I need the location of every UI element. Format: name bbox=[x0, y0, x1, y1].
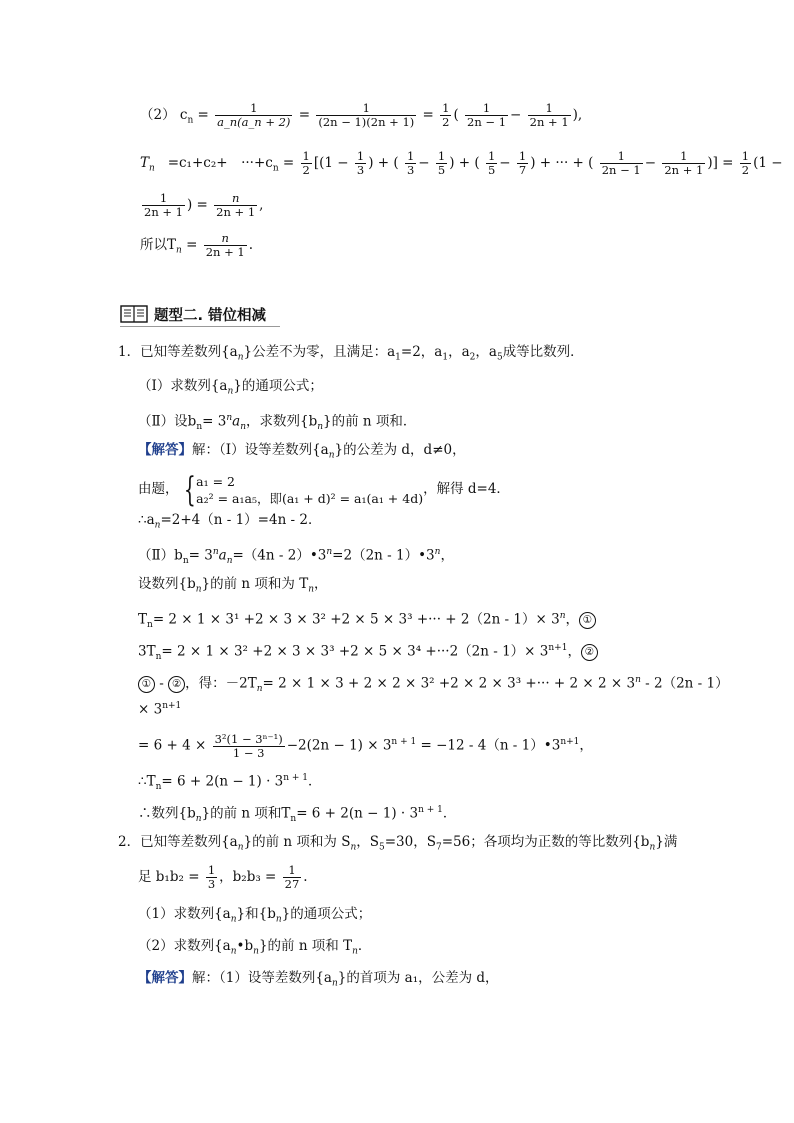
tn-line-2: $\frac{1}{2n + 1}$ ) = $\frac{n}{2n + 1}$ , bbox=[144, 191, 264, 219]
q1-system: 由题， {a₁ = 2 a₂² = a₁a₅，即(a₁ + d)² = a₁(a₁ + 4d)，解得 d=4． bbox=[138, 469, 510, 510]
fraction: $\frac{1}{27}$ bbox=[284, 863, 300, 891]
fraction: $\frac{1}{5}$ bbox=[437, 149, 446, 177]
fraction: $\frac{1}{2}$ bbox=[302, 149, 310, 177]
q1-an: $\therefore a_n=2+4(n - 1)=4n - 2$． bbox=[138, 512, 322, 531]
part2-line: （2） $c_n$ = $\frac{1}{a\_n(a\_n + 2)}$ = $\frac{1}{(2n - 1)(2n + 1)}$ = $\frac{1}{2}$ ( $\frac{1}{2n - 1}$ − $\frac{1}{2n + 1}$ ), bbox=[140, 101, 583, 129]
answer-tag: 【解答】 bbox=[138, 970, 192, 986]
fraction: $\frac{1}{3}$ bbox=[356, 149, 365, 177]
q1-part1: （Ⅰ）求数列$\{a_n\}$的通项公式； bbox=[138, 378, 323, 397]
fraction: $\frac{n}{2n + 1}$ bbox=[216, 191, 256, 219]
fraction: $\frac{1}{2n + 1}$ bbox=[529, 101, 569, 129]
fraction: $\frac{1}{3}$ bbox=[207, 863, 216, 891]
q2-stem: 2．已知等差数列$\{a_n\}$的前 n 项和为 $S_n$，$S_5=30$，$S_7=56$；各项均为正数的等比数列$\{b_n\}$满 bbox=[118, 834, 678, 853]
q2-stem-2: 足 b₁b₂ = $\frac{1}{3}$ ，b₂b₃ = $\frac{1}{27}$ . bbox=[138, 863, 308, 891]
fraction: $\frac{n}{2n + 1}$ bbox=[205, 231, 245, 259]
part-label: （2） bbox=[140, 107, 176, 123]
section-title: 题型二. 错位相减 bbox=[154, 307, 267, 324]
fraction: $\frac{1}{2n + 1}$ bbox=[144, 191, 183, 219]
q2-part2: （2）求数列$\{a_n•b_n\}$的前 n 项和 $T_n$． bbox=[138, 938, 372, 957]
fraction: $\frac{1}{2n + 1}$ bbox=[664, 149, 704, 177]
q1-tn: $\therefore T_n= 6 + 2(n - 1) \cdot 3^{n + 1}$． bbox=[138, 773, 322, 793]
fraction: $\frac{1}{2n - 1}$ bbox=[467, 101, 507, 129]
answer-tag: 【解答】 bbox=[138, 442, 192, 458]
q1-answer-intro: 【解答】解：（Ⅰ）设等差数列$\{a_n\}$的公差为 d，d≠0， bbox=[138, 442, 466, 461]
fraction: $\frac{1}{7}$ bbox=[518, 149, 527, 177]
fraction: $\frac{1}{2}$ bbox=[741, 149, 750, 177]
q1-conclusion: ∴数列$\{b_n\}$的前 n 项和$T_n= 6 + 2(n - 1) \cdot 3^{n + 1}$． bbox=[138, 805, 457, 825]
fraction: $\frac{1}{(2n - 1)(2n + 1)}$ bbox=[318, 101, 415, 129]
fraction: $\frac{1}{2}$ bbox=[442, 101, 450, 129]
fraction: $\frac{1}{5}$ bbox=[487, 149, 496, 177]
fraction: $\frac{1}{2n - 1}$ bbox=[601, 149, 641, 177]
book-icon bbox=[120, 304, 148, 324]
q1-subtract-2: × $3^{n+1}$ bbox=[138, 701, 182, 718]
q1-bn: $(Ⅱ)b_n= 3^na_n=(4n$ - $2)•3^n=2(2n$ - 1）•3$^n$， bbox=[138, 547, 454, 567]
q1-eq1: $T_n= 2 \times 1 \times 3^1 +2 \times 3 \times 3^2 +2 \times 5 \times 3^3$ +··· + $2(2n - 1)\times 3^n$， ① bbox=[138, 606, 596, 635]
q1-subtract: ① - ② ，得：$-2T_n= 2 \times 1 \times 3 + 2 \times 2 \times 3^2 +2 \times 2 \times 3^3$ +··· + $2 \times 2 \times 3^n - 2(2n - 1)$ bbox=[138, 670, 729, 699]
fraction: $\frac{\text{3²(1 − 3ⁿ⁻¹)}}{1 - 3}$ bbox=[214, 731, 283, 760]
q1-eq2: $3T_n= 2 \times 1 \times 3^2 +2 \times 3 \times 3^3 +2 \times 5 \times 3^4 +\cdot\cdot\cdot 2(2n - 1)\times 3^{n+1}$， ② bbox=[138, 638, 598, 667]
q1-set: 设数列$\{b_n\}$的前 n 项和为 $T_n$， bbox=[138, 576, 328, 595]
section-divider bbox=[120, 326, 280, 327]
tn-conclusion: 所以$T_n$ = $\frac{n}{2n + 1}$ . bbox=[140, 231, 254, 259]
q2-part1: （1）求数列$\{a_n\}$和$\{b_n\}$的通项公式； bbox=[138, 906, 372, 925]
section-header bbox=[120, 302, 266, 326]
q1-stem: 1．已知等差数列$\{a_n\}$公差不为零，且满足：$a_1=2$，$a_1$，$a_2$，$a_5$成等比数列． bbox=[118, 344, 584, 363]
q2-answer-intro: 【解答】解：（1）设等差数列$\{a_n\}$的首项为 a₁，公差为 d， bbox=[138, 970, 499, 989]
q1-result: = 6 + 4 × $\frac{\text{3²(1 − 3ⁿ⁻¹)}}{1 - 3}$ $-2(2n - 1) \times 3^{n + 1} = -12 - 4(n$ - $1)•3^{n+1}$， bbox=[138, 731, 593, 760]
q1-part2: （Ⅱ）设$b_n= 3^na_n$，求数列$\{b_n\}$的前 n 项和． bbox=[138, 413, 417, 433]
fraction: $\frac{1}{a\_n(a\_n + 2)}$ bbox=[217, 101, 291, 129]
fraction: $\frac{1}{3}$ bbox=[406, 149, 415, 177]
tn-line: $T_n$ =c₁+c₂+ $\cdot\cdot\cdot+c_n$ = $\frac{1}{2}$ [(1 − $\frac{1}{3}$ ) + ( $\frac{1}{3}$ − $\frac{1}{5}$ ) + ( $\frac{1}{5}$ − $\frac{1}{7}$ ) + ··· + ( $\frac{1}{2n - 1}$ − $\frac{1}{2n + 1}$ )] = $\frac{1}{2}$ (1 − bbox=[140, 149, 783, 177]
